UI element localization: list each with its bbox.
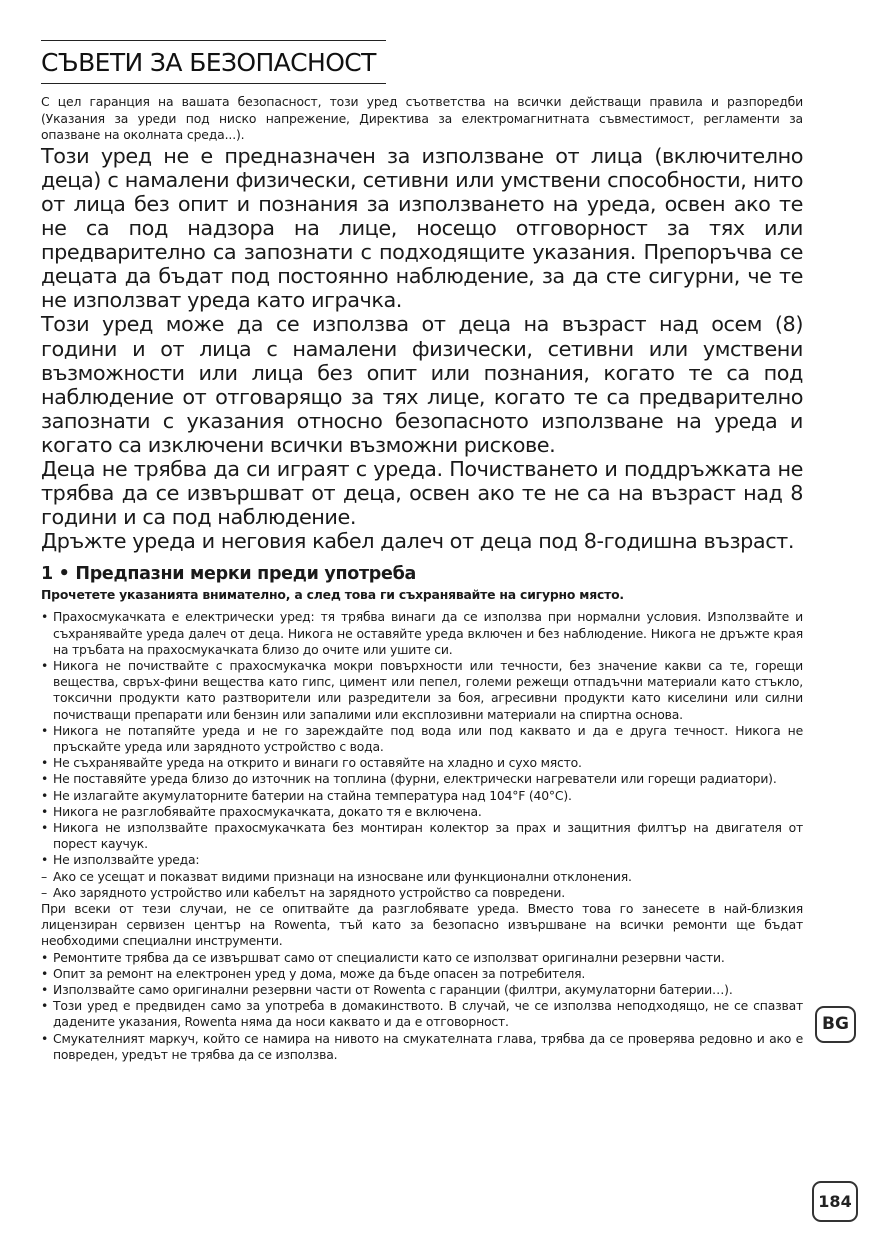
list-item-text: Този уред е предвиден само за употреба в домакинството. В случай, че се използва неподходящо, не се спазват дадените указания, Rowenta няма да носи каквато и да е отговорност. — [53, 998, 803, 1030]
list-item — [41, 658, 803, 723]
intro-paragraph: С цел гаранция на вашата безопасност, този уред съответства на всички действащи правила и разпоредби (Указания за уреди под ниско напрежение, Директива за електромагнитната съвместимост, регламенти за опазване на околната среда...). — [41, 94, 803, 143]
list-item — [41, 998, 803, 1030]
list-marker: • — [41, 722, 49, 738]
list-item-text: Опит за ремонт на електронен уред у дома, може да бъде опасен за потребителя. — [53, 965, 586, 981]
language-badge: BG — [815, 1006, 856, 1043]
list-item — [41, 966, 803, 982]
page-content — [41, 40, 803, 1063]
title-rule-top — [41, 40, 386, 41]
list-item — [41, 869, 803, 885]
list-item-text: Не използвайте уреда: — [53, 852, 200, 868]
list-item-text: Не излагайте акумулаторните батерии на стайна температура над 104°F (40°C). — [53, 787, 572, 803]
title-rule-bottom — [41, 83, 386, 84]
page-title: СЪВЕТИ ЗА БЕЗОПАСНОСТ — [41, 48, 376, 77]
list-item-text: Използвайте само оригинални резервни части от Rowenta с гаранции (филтри, акумулаторни батерии…). — [53, 982, 733, 998]
list-marker: • — [41, 820, 49, 836]
list-item-text: Ако се усещат и показват видими признаци на износване или функционални отклонения. — [53, 868, 632, 884]
list-marker: • — [41, 771, 49, 787]
list-item — [41, 1031, 803, 1063]
list-item-text: Никога не почиствайте с прахосмукачка мокри повърхности или течности, без значение какви са те, горещи вещества, свръх-фини вещества като гипс, цимент или пепел, големи режещи отпадъчни материали като стъкло, токсични продукти като разтворители или разредители за боя, агресивни продукти като киселини или силни почистващи препарати или бензин или запалими или експлозивни материали на спиртна основа. — [53, 657, 803, 722]
list-item-text: Не съхранявайте уреда на открито и винаги го оставяйте на хладно и сухо място. — [53, 755, 582, 771]
list-item — [41, 950, 803, 966]
list-item — [41, 788, 803, 804]
list-item — [41, 771, 803, 787]
list-item — [41, 755, 803, 771]
list-marker: • — [41, 755, 49, 771]
section-heading: 1 • Предпазни мерки преди употреба — [41, 564, 417, 585]
warning-paragraph: Дръжте уреда и неговия кабел далеч от деца под 8-годишна възраст. — [41, 529, 795, 554]
list-item — [41, 723, 803, 755]
list-item — [41, 804, 803, 820]
list-item-text: Ремонтите трябва да се извършват само от специалисти като се използват оригинални резервни части. — [53, 949, 725, 965]
list-item-text: Ако зарядното устройство или кабелът на зарядното устройство са повредени. — [53, 884, 565, 900]
list-marker: • — [41, 609, 49, 625]
list-item — [41, 609, 803, 658]
list-marker: • — [41, 803, 49, 819]
list-marker: • — [41, 998, 49, 1014]
list-item-text: Никога не разглобявайте прахосмукачката, докато тя е включена. — [53, 803, 482, 819]
section-subheading: Прочетете указанията внимателно, а след това ги съхранявайте на сигурно място. — [41, 587, 624, 603]
page-number: 184 — [812, 1181, 858, 1222]
repair-paragraph: При всеки от тези случаи, не се опитвайте да разглобявате уреда. Вместо това го занесете в най-близкия лицензиран сервизен център на Rowenta, тъй като за безопасно извършване на всички ремонти ще бъдат необходими специални инструменти. — [41, 901, 803, 949]
list-item — [41, 982, 803, 998]
list-marker: • — [41, 982, 49, 998]
list-item-text: Не поставяйте уреда близо до източник на топлина (фурни, електрически нагреватели или горещи радиатори). — [53, 771, 777, 787]
list-item — [41, 885, 803, 901]
list-marker: • — [41, 965, 49, 981]
list-item-text: Смукателният маркуч, който се намира на нивото на смукателната глава, трябва да се проверява редовно и ако е повреден, уредът не трябва да се използва. — [53, 1030, 803, 1062]
warning-paragraphs — [41, 144, 803, 554]
list-item-text: Никога не използвайте прахосмукачката без монтиран колектор за прах и защитния филтър на двигателя от порест каучук. — [53, 820, 803, 852]
warning-paragraph: Деца не трябва да си играят с уреда. Почистването и поддръжката не трябва да се извършват от деца, освен ако те не са на възраст над 8 години и са под наблюдение. — [41, 457, 803, 530]
warning-paragraph: Този уред може да се използва от деца на възраст над осем (8) години и от лица с намалени физически, сетивни или умствени възможности или лица без опит или познания, когато те са под наблюдение от отговарящо за тях лице, когато те са предварително запознати с указания относно безопасното използване на уреда и когато са изключени всички възможни рискове. — [41, 312, 803, 457]
warning-paragraph: Този уред не е предназначен за използване от лица (включително деца) с намалени физически, сетивни или умствени способности, нито от лица без опит и познания за използването на уреда, освен ако те не са под надзора на лице, носещо отговорност за тях или предварително са запознати с подходящите указания. Препоръчва се децата да бъдат под постоянно наблюдение, за да сте сигурни, че те не използват уреда като играчка. — [41, 143, 803, 313]
list-marker: • — [41, 852, 49, 868]
list-item — [41, 820, 803, 852]
list-item — [41, 852, 803, 868]
list-marker: – — [41, 884, 47, 900]
list-marker: – — [41, 868, 47, 884]
list-item-text: Прахосмукачката е електрически уред: тя трябва винаги да се използва при нормални условия. Използвайте и съхранявайте уреда далеч от деца. Никога не оставяйте уреда включен и без наблюдение. Никога не дръжте края на тръбата на прахосмукачката близо до очите или ушите си. — [53, 609, 803, 657]
list-item-text: Никога не потапяйте уреда и не го зареждайте под вода или под каквато и да е друга течност. Никога не пръскайте уреда или зарядното устройство с вода. — [53, 722, 803, 754]
list-marker: • — [41, 949, 49, 965]
list-marker: • — [41, 1030, 49, 1046]
list-marker: • — [41, 657, 49, 673]
list-marker: • — [41, 787, 49, 803]
precautions-list — [41, 609, 803, 1063]
